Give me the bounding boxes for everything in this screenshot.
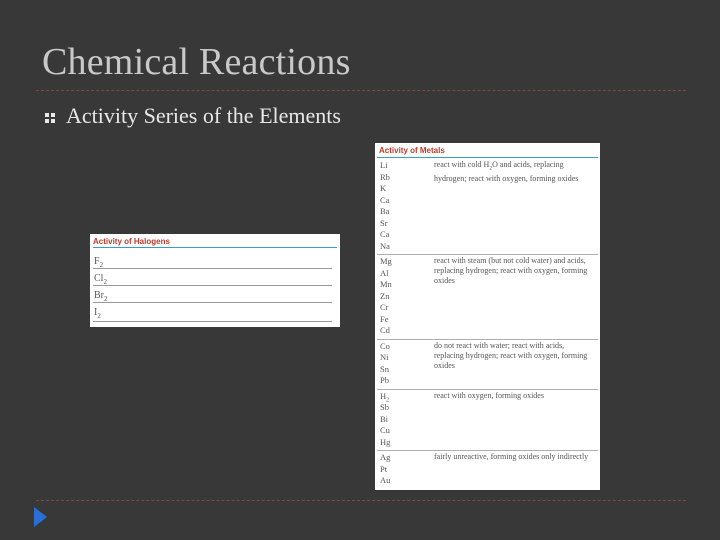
metal-symbol: Ca	[380, 229, 390, 239]
halogens-heading-rule	[93, 247, 337, 248]
metal-symbol: Au	[380, 475, 391, 485]
metal-symbol: Na	[380, 240, 390, 251]
metal-group-description: do not react with water; react with acids, replacing hydrogen; react with oxygen, forming oxides	[434, 340, 588, 370]
metal-symbol: Hg	[380, 436, 391, 447]
metal-symbol: Ni	[380, 352, 389, 362]
metal-group-divider	[377, 450, 598, 451]
metal-symbol: Pb	[380, 375, 389, 385]
metal-symbol: $H_2$	[380, 390, 390, 404]
metal-group-divider	[377, 254, 598, 255]
halogens-row-rule	[93, 321, 332, 322]
metal-symbol: Pt	[380, 463, 388, 474]
metal-symbol: Li	[380, 160, 388, 170]
metal-group-divider	[377, 389, 598, 390]
title-divider	[36, 90, 686, 91]
metals-heading: Activity of Metals	[379, 146, 445, 155]
metal-symbol: Ba	[380, 206, 390, 216]
metals-table	[375, 143, 600, 490]
metal-symbol: Cu	[380, 425, 390, 435]
halogen-symbol: $I_2$	[94, 307, 101, 320]
metal-symbol: Zn	[380, 290, 390, 301]
halogen-symbol: $Cl_2$	[94, 273, 107, 286]
ornament-bullet-icon	[44, 112, 56, 124]
bullet-item	[44, 103, 341, 129]
metal-symbol: Co	[380, 340, 390, 351]
metal-symbol: Ca	[380, 194, 390, 205]
bullet-text: Activity Series of the Elements	[66, 103, 341, 128]
halogen-symbol: $Br_2$	[94, 290, 108, 303]
halogens-row-rule	[93, 268, 332, 269]
metal-group-divider	[377, 339, 598, 340]
metal-symbol: Mg	[380, 256, 392, 266]
metal-group-description: react with cold $H_2O$ and acids, replacing hydrogen; react with oxygen, forming oxides	[434, 160, 579, 183]
metal-symbol: Bi	[380, 413, 389, 424]
metal-symbol: Mn	[380, 279, 392, 289]
metal-symbol: Sn	[380, 363, 389, 374]
metal-group-description: react with steam (but not cold water) and acids, replacing hydrogen; react with oxygen, forming oxides	[434, 256, 588, 285]
slide-title: Chemical Reactions	[42, 41, 351, 83]
metals-heading-rule	[377, 157, 598, 158]
metal-group-description: react with oxygen, forming oxides	[434, 390, 544, 400]
halogen-symbol: $F_2$	[94, 256, 104, 269]
metal-symbol: Al	[380, 267, 389, 278]
metal-group-description: fairly unreactive, forming oxides only indirectly	[434, 452, 589, 461]
metal-symbol: Rb	[380, 171, 390, 182]
metal-symbol: K	[380, 183, 387, 193]
halogens-row-rule	[93, 302, 332, 303]
metal-symbol: Ag	[380, 452, 391, 462]
metal-symbol: Sr	[380, 217, 388, 228]
halogens-table	[90, 234, 340, 327]
metal-symbol: Sb	[380, 402, 389, 412]
metal-symbol: Fe	[380, 313, 389, 324]
metal-symbol: Cr	[380, 302, 389, 312]
title-divider-bottom	[36, 500, 686, 501]
metal-symbol: Cd	[380, 325, 390, 335]
halogens-heading: Activity of Halogens	[93, 237, 170, 246]
halogens-row-rule	[93, 285, 332, 286]
play-arrow-icon[interactable]	[34, 507, 47, 527]
